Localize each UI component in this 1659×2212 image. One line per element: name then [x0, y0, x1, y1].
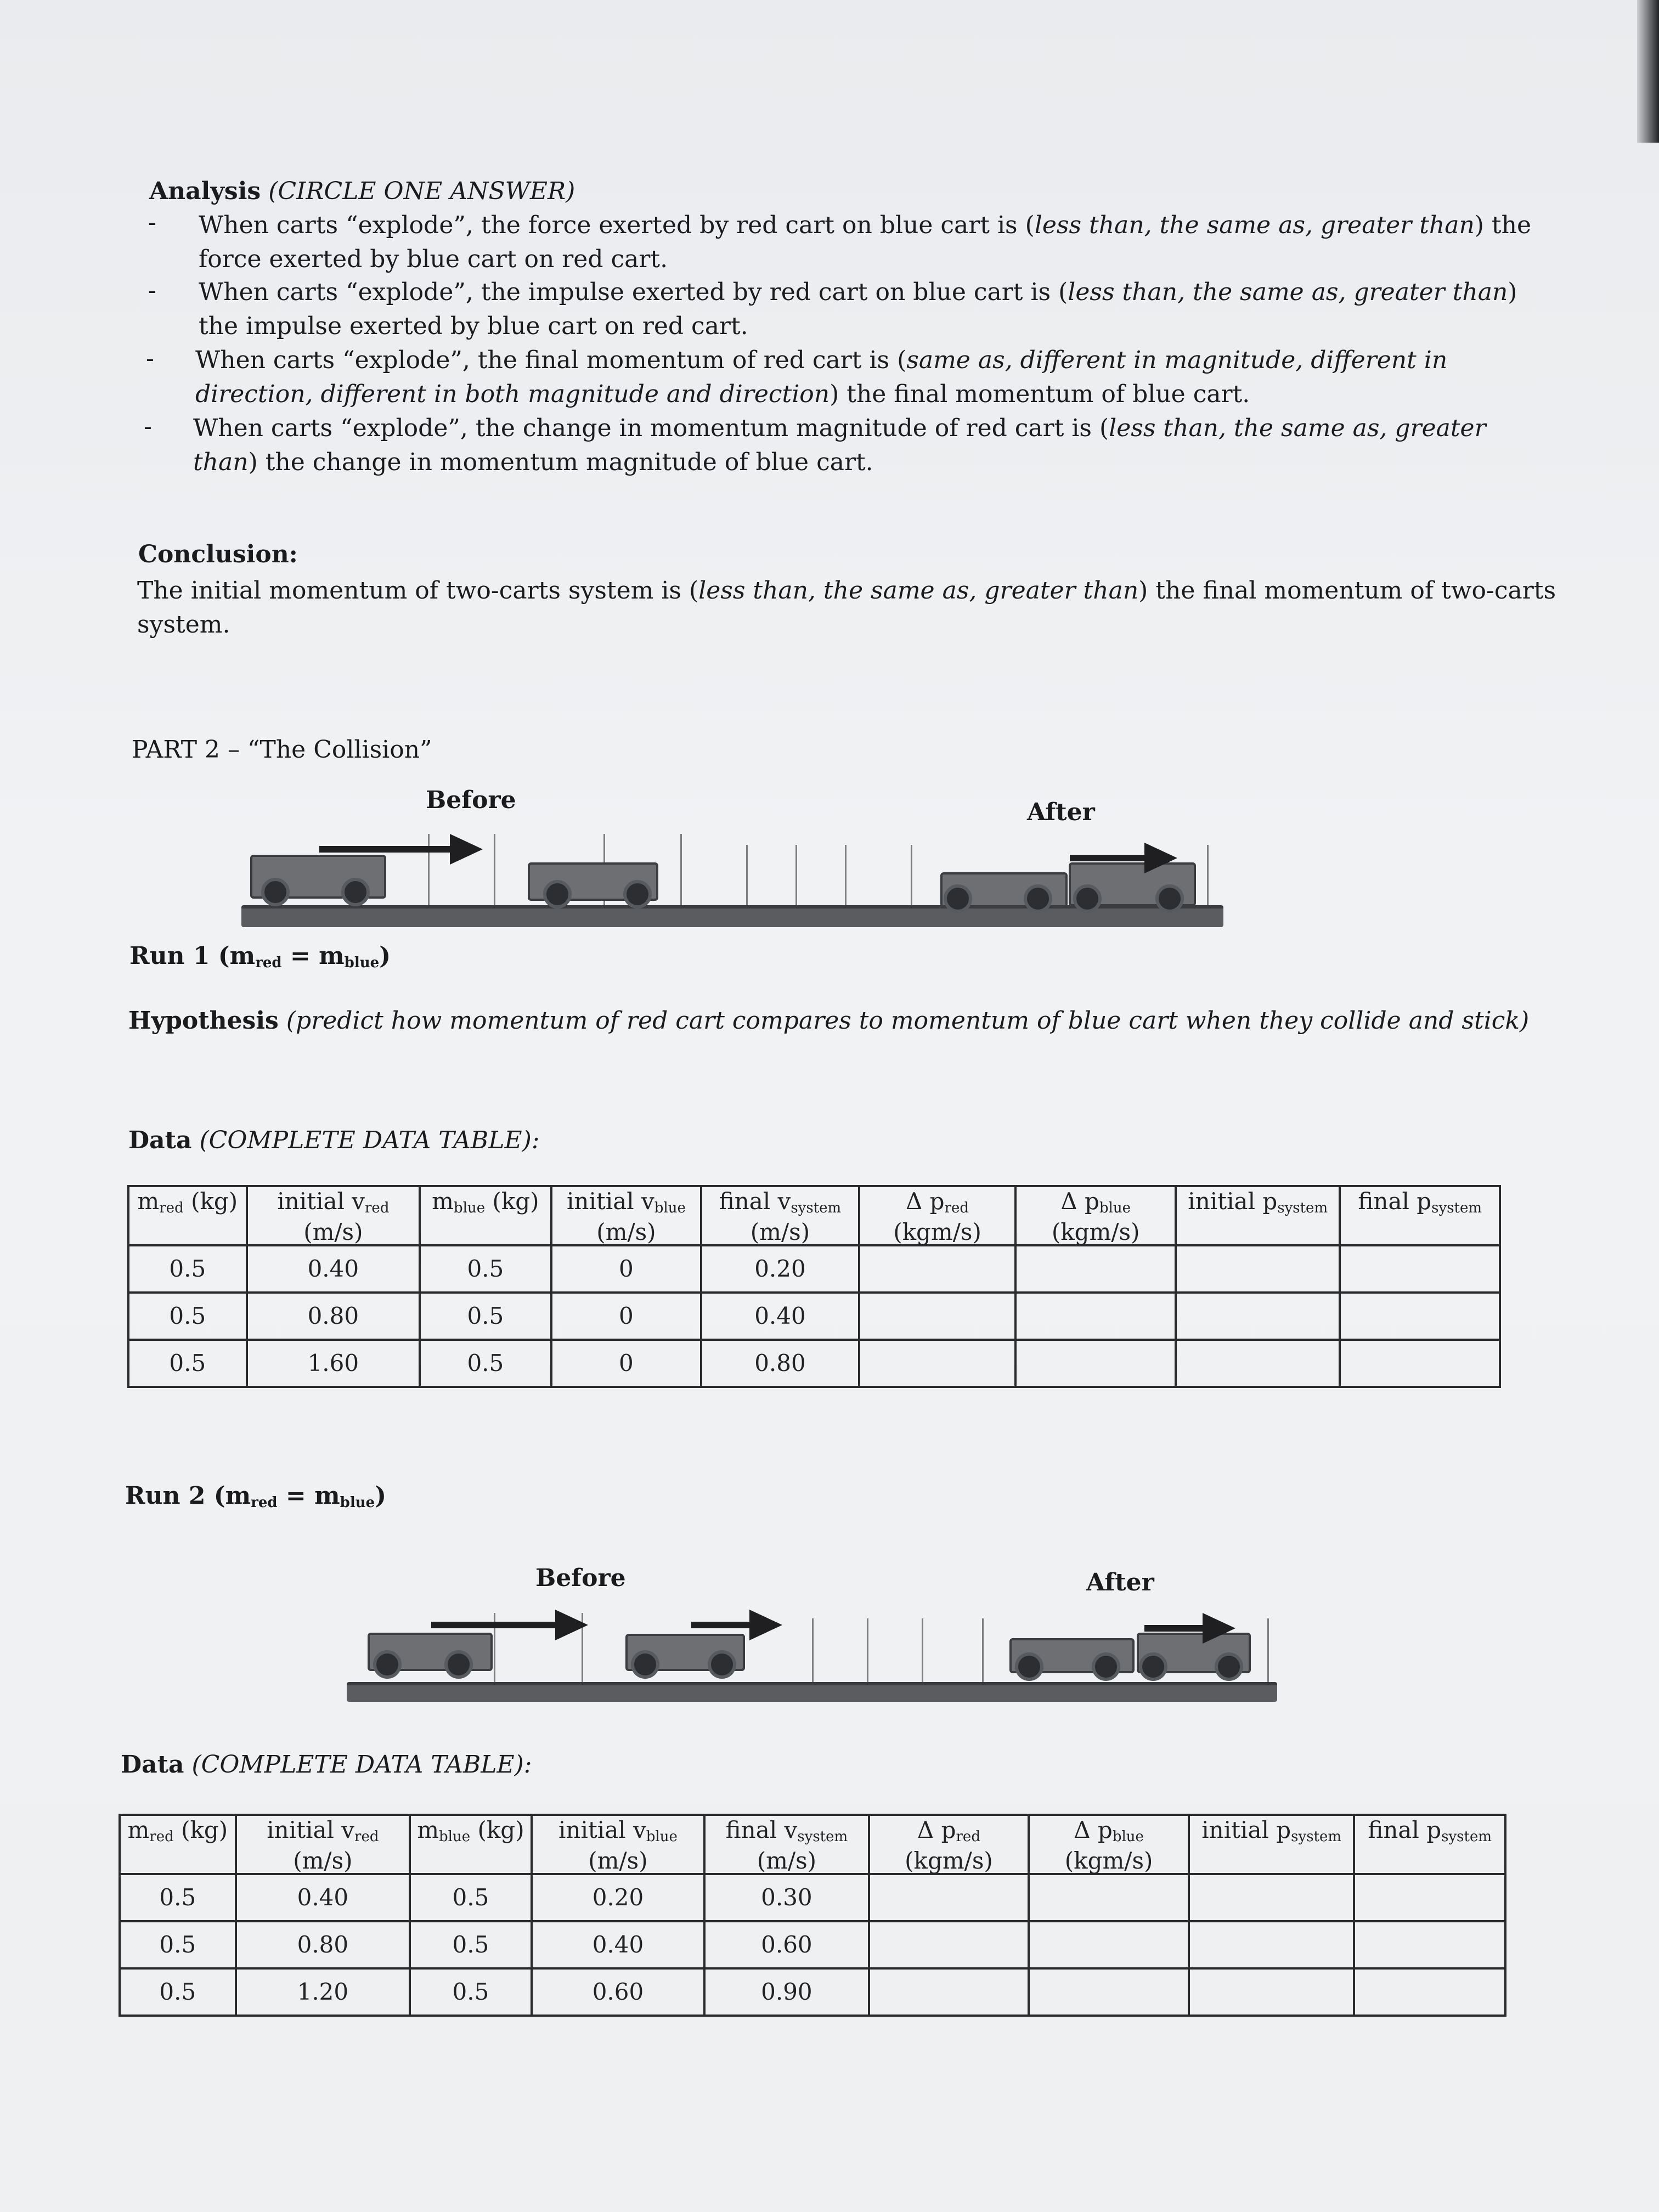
header-subscript: system [1277, 1200, 1328, 1216]
column-header [128, 1186, 247, 1245]
blank-answer-cell[interactable] [859, 1245, 1016, 1293]
bullet: - [148, 208, 156, 236]
grid-line [812, 1618, 814, 1684]
data2-heading: Data (COMPLETE DATA TABLE): [121, 1751, 532, 1779]
table-cell: 0.40 [247, 1245, 420, 1293]
header-subscript: red [365, 1200, 390, 1216]
grid-line [982, 1618, 984, 1684]
wheel [1092, 1652, 1120, 1681]
column-header [410, 1815, 532, 1874]
column-header [120, 1815, 236, 1874]
blank-answer-cell[interactable] [1015, 1293, 1176, 1340]
wheel [1015, 1652, 1043, 1681]
velocity-arrowhead [749, 1610, 782, 1640]
table-cell: 0.80 [701, 1340, 859, 1387]
table-cell: 0.5 [128, 1293, 247, 1340]
table-cell: 0.60 [704, 1921, 868, 1968]
blank-answer-cell[interactable] [1015, 1340, 1176, 1387]
column-header [236, 1815, 410, 1874]
analysis-instruction: (CIRCLE ONE ANSWER) [268, 177, 575, 205]
column-header [1015, 1186, 1176, 1245]
wheel [631, 1650, 659, 1679]
header-unit: (m/s) [588, 1847, 648, 1874]
header-symbol: initial v [267, 1816, 355, 1843]
velocity-arrow [319, 846, 451, 853]
table-cell: 0.5 [128, 1340, 247, 1387]
wheel [543, 880, 572, 909]
header-symbol: Δ p [1060, 1188, 1099, 1215]
header-subscript: system [797, 1829, 848, 1845]
wheel [623, 880, 652, 909]
data1-heading: Data (COMPLETE DATA TABLE): [128, 1126, 540, 1154]
bullet: - [146, 345, 154, 373]
wheel [708, 1650, 736, 1679]
table-cell: 0.5 [120, 1874, 236, 1921]
blank-answer-cell[interactable] [1029, 1921, 1189, 1968]
table-cell: 0.90 [704, 1968, 868, 2016]
table-cell: 0.40 [532, 1921, 704, 1968]
conclusion-text: The initial momentum of two-carts system is (less than, the same as, greater than) the final momentum of two-carts system. [137, 577, 1556, 639]
blank-answer-cell[interactable] [1354, 1968, 1505, 2016]
table-cell: 0.30 [704, 1874, 868, 1921]
column-header [247, 1186, 420, 1245]
blank-answer-cell[interactable] [1340, 1293, 1500, 1340]
blank-answer-cell[interactable] [1029, 1874, 1189, 1921]
header-subscript: blue [1099, 1200, 1131, 1216]
table-cell: 1.60 [247, 1340, 420, 1387]
header-subscript: red [354, 1829, 379, 1845]
table-cell: 0.20 [701, 1245, 859, 1293]
run1-label: Run 1 $(m_{red} = m_{blue})$ [129, 942, 391, 971]
header-subscript: blue [646, 1829, 678, 1845]
column-header [551, 1186, 702, 1245]
grid-line [867, 1618, 868, 1684]
run2-label: Run 2 $(m_{red} = m_{blue})$ [125, 1482, 387, 1511]
column-header [420, 1186, 551, 1245]
velocity-arrowhead [1203, 1613, 1235, 1644]
table-cell: 0.5 [410, 1968, 532, 2016]
diagram1-before-label: Before [426, 786, 516, 814]
table-header-row [120, 1815, 1505, 1874]
header-symbol: final p [1358, 1188, 1432, 1215]
wheel [341, 878, 370, 906]
header-symbol: m [127, 1816, 150, 1843]
column-header [1029, 1815, 1189, 1874]
header-unit: (kgm/s) [1051, 1218, 1140, 1245]
column-header [1176, 1186, 1340, 1245]
track [241, 905, 1223, 927]
velocity-arrow [1070, 855, 1147, 861]
conclusion-heading: Conclusion: [138, 540, 298, 568]
header-unit: (kg) [485, 1188, 539, 1215]
bullet: - [144, 413, 152, 441]
column-header [701, 1186, 859, 1245]
header-unit: (kgm/s) [1064, 1847, 1153, 1874]
column-header [869, 1815, 1029, 1874]
table-row [128, 1245, 1500, 1293]
wheel [1024, 884, 1052, 913]
blank-answer-cell[interactable] [1189, 1968, 1354, 2016]
table-row [128, 1293, 1500, 1340]
blank-answer-cell[interactable] [1340, 1245, 1500, 1293]
table-cell: 0.5 [120, 1968, 236, 2016]
analysis-heading: Analysis [149, 177, 261, 205]
blank-answer-cell[interactable] [859, 1293, 1016, 1340]
velocity-arrow [691, 1622, 752, 1628]
header-symbol: m [137, 1188, 160, 1215]
column-header [1340, 1186, 1500, 1245]
table-cell: 0.40 [701, 1293, 859, 1340]
wheel [1073, 884, 1102, 913]
header-symbol: final v [719, 1188, 791, 1215]
analysis-item-4: When carts “explode”, the change in momentum magnitude of red cart is (less than, the same as, greater than) the change in momentum magnitude of blue cart. [193, 414, 1486, 476]
table-cell: 0.5 [420, 1340, 551, 1387]
header-subscript: red [159, 1200, 184, 1216]
header-symbol: initial v [566, 1188, 654, 1215]
table-cell: 0.80 [236, 1921, 410, 1968]
header-symbol: Δ p [1074, 1816, 1113, 1843]
hypothesis-line [128, 1004, 1610, 1038]
wheel [1155, 884, 1184, 913]
header-symbol: m [417, 1816, 439, 1843]
blank-answer-cell[interactable] [1189, 1874, 1354, 1921]
header-subscript: blue [453, 1200, 486, 1216]
analysis-heading-line [149, 174, 575, 208]
wheel [261, 878, 290, 906]
analysis-item-1: When carts “explode”, the force exerted by red cart on blue cart is (less than, the same as, greater than) the force exerted by blue cart on red cart. [199, 211, 1531, 273]
diagram1-after-label: After [1027, 798, 1095, 826]
header-symbol: initial v [277, 1188, 365, 1215]
blank-answer-cell[interactable] [1176, 1245, 1340, 1293]
blank-answer-cell[interactable] [1354, 1874, 1505, 1921]
blank-answer-cell[interactable] [1176, 1293, 1340, 1340]
table-cell: 0.60 [532, 1968, 704, 2016]
header-subscript: system [791, 1200, 842, 1216]
velocity-arrowhead [1144, 843, 1177, 873]
blank-answer-cell[interactable] [869, 1968, 1029, 2016]
hypothesis-prompt: (predict how momentum of red cart compares to momentum of blue cart when they collide and stick) [286, 1007, 1530, 1035]
header-symbol: initial p [1188, 1188, 1278, 1215]
part2-title: PART 2 – “The Collision” [132, 736, 432, 764]
header-subscript: blue [654, 1200, 686, 1216]
table-cell: 0.5 [128, 1245, 247, 1293]
table-cell: 0.5 [420, 1245, 551, 1293]
column-header [859, 1186, 1016, 1245]
header-unit: (m/s) [293, 1847, 353, 1874]
velocity-arrow [431, 1622, 557, 1628]
header-unit: (kg) [183, 1188, 238, 1215]
grid-line [1267, 1618, 1269, 1684]
velocity-arrow [1144, 1625, 1205, 1632]
table-cell: 0.20 [532, 1874, 704, 1921]
table-row [120, 1921, 1505, 1968]
blank-answer-cell[interactable] [1354, 1921, 1505, 1968]
table-cell: 0.5 [410, 1921, 532, 1968]
data-table-run2 [119, 1814, 1506, 2017]
background-edge [1637, 0, 1659, 143]
track [347, 1682, 1277, 1702]
table-cell: 0.40 [236, 1874, 410, 1921]
header-symbol: Δ p [906, 1188, 945, 1215]
table-cell: 0.5 [420, 1293, 551, 1340]
table-cell: 0.5 [410, 1874, 532, 1921]
bullet: - [148, 276, 156, 304]
table-row [120, 1968, 1505, 2016]
blank-answer-cell[interactable] [1340, 1340, 1500, 1387]
analysis-item-2: When carts “explode”, the impulse exerted by red cart on blue cart is (less than, the same as, greater than) the impulse exerted by blue cart on red cart. [199, 278, 1517, 340]
wheel [1215, 1652, 1243, 1681]
blank-answer-cell[interactable] [869, 1921, 1029, 1968]
table-header-row [128, 1186, 1500, 1245]
blank-answer-cell[interactable] [1015, 1245, 1176, 1293]
header-unit: (m/s) [303, 1218, 363, 1245]
header-symbol: m [432, 1188, 454, 1215]
header-symbol: initial v [558, 1816, 646, 1843]
table-cell: 1.20 [236, 1968, 410, 2016]
header-subscript: red [149, 1829, 174, 1845]
blank-answer-cell[interactable] [859, 1340, 1016, 1387]
wheel [444, 1650, 473, 1679]
table-cell: 0.5 [120, 1921, 236, 1968]
wheel [373, 1650, 402, 1679]
header-unit: (kg) [470, 1816, 524, 1843]
column-header [532, 1815, 704, 1874]
header-unit: (kgm/s) [893, 1218, 981, 1245]
analysis-item-3: When carts “explode”, the final momentum of red cart is (same as, different in magnitude, different in direction, different in both magnitude and direction) the final momentum of blue cart. [195, 346, 1448, 408]
table-row [120, 1874, 1505, 1921]
header-subscript: red [944, 1200, 969, 1216]
hypothesis-label: Hypothesis [128, 1007, 279, 1035]
header-subscript: system [1431, 1200, 1482, 1216]
column-header [1189, 1815, 1354, 1874]
blank-answer-cell[interactable] [1176, 1340, 1340, 1387]
table-row [128, 1340, 1500, 1387]
header-unit: (m/s) [596, 1218, 656, 1245]
header-unit: (m/s) [757, 1847, 817, 1874]
column-header [704, 1815, 868, 1874]
diagram2-before-label: Before [535, 1564, 626, 1592]
header-subscript: system [1441, 1829, 1492, 1845]
header-unit: (kg) [173, 1816, 228, 1843]
header-subscript: system [1291, 1829, 1342, 1845]
header-subscript: blue [1112, 1829, 1144, 1845]
blank-answer-cell[interactable] [869, 1874, 1029, 1921]
header-symbol: initial p [1201, 1816, 1291, 1843]
column-header [1354, 1815, 1505, 1874]
velocity-arrowhead [555, 1610, 588, 1640]
header-symbol: final p [1368, 1816, 1442, 1843]
wheel [1139, 1652, 1167, 1681]
blank-answer-cell[interactable] [1189, 1921, 1354, 1968]
table-cell: 0.80 [247, 1293, 420, 1340]
grid-line [922, 1618, 923, 1684]
header-unit: (m/s) [750, 1218, 810, 1245]
table-cell: 0 [551, 1293, 702, 1340]
table-cell: 0 [551, 1340, 702, 1387]
diagram2-after-label: After [1086, 1568, 1154, 1596]
velocity-arrowhead [450, 834, 483, 865]
header-symbol: final v [725, 1816, 798, 1843]
header-symbol: Δ p [917, 1816, 956, 1843]
header-subscript: red [956, 1829, 980, 1845]
header-unit: (kgm/s) [905, 1847, 993, 1874]
wheel [944, 884, 972, 913]
data-table-run1 [127, 1185, 1501, 1388]
header-subscript: blue [439, 1829, 471, 1845]
table-cell: 0 [551, 1245, 702, 1293]
blank-answer-cell[interactable] [1029, 1968, 1189, 2016]
